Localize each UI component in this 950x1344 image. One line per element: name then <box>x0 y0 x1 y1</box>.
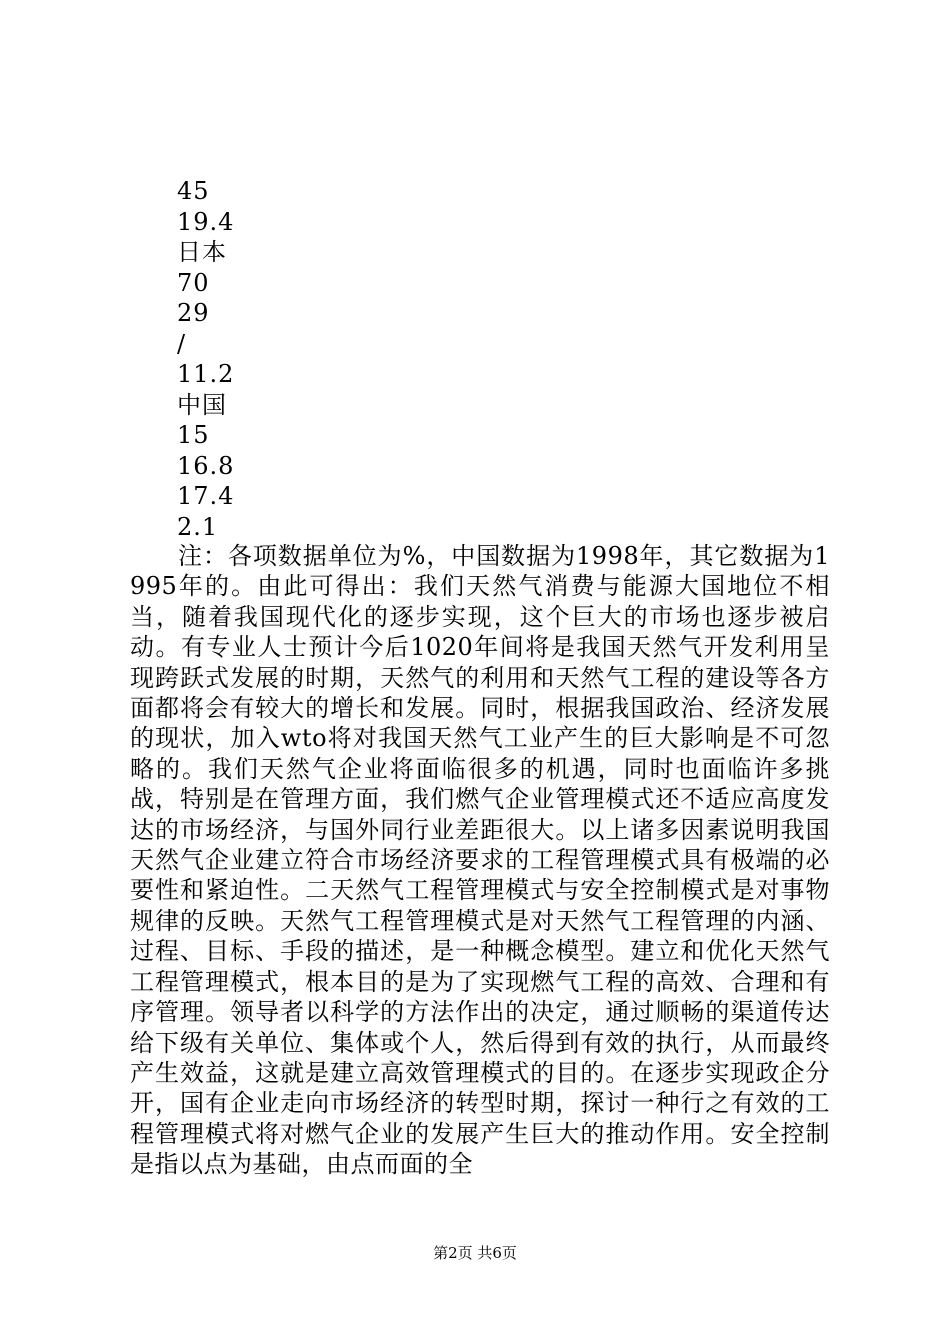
body-paragraph: 注：各项数据单位为%，中国数据为1998年，其它数据为1995年的。由此可得出：我们天然气消费与能源大国地位不相当，随着我国现代化的逐步实现，这个巨大的市场也逐步被启动。有专业人士预计今后1020年间将是我国天然气开发利用呈现跨跃式发展的时期，天然气的利用和天然气工程的建设等各方面都将会有较大的增长和发展。同时，根据我国政治、经济发展的现状，加入wto将对我国天然气工业产生的巨大影响是不可忽略的。我们天然气企业将面临很多的机遇，同时也面临许多挑战，特别是在管理方面，我们燃气企业管理模式还不适应高度发达的市场经济，与国外同行业差距很大。以上诸多因素说明我国天然气企业建立符合市场经济要求的工程管理模式具有极端的必要性和紧迫性。二天然气工程管理模式与安全控制模式是对事物规律的反映。天然气工程管理模式是对天然气工程管理的内涵、过程、目标、手段的描述，是一种概念模型。建立和优化天然气工程管理模式，根本目的是为了实现燃气工程的高效、合理和有序管理。领导者以科学的方法作出的决定，通过顺畅的渠道传达给下级有关单位、集体或个人，然后得到有效的执行，从而最终产生效益，这就是建立高效管理模式的目的。在逐步实现政企分开，国有企业走向市场经济的转型时期，探讨一种行之有效的工程管理模式将对燃气企业的发展产生巨大的推动作用。安全控制是指以点为基础，由点而面的全 <box>130 542 830 1179</box>
list-item: 2.1 <box>177 512 219 541</box>
list-item: 15 <box>177 421 210 449</box>
list-item: 29 <box>177 299 210 327</box>
list-item: 17.4 <box>177 482 235 510</box>
page-footer: 第2页 共6页 <box>433 1244 517 1262</box>
list-item: 中国 <box>177 390 227 419</box>
list-item: 日本 <box>177 238 227 266</box>
list-item: 19.4 <box>177 207 235 236</box>
list-item: 16.8 <box>177 451 235 480</box>
list-item: 45 <box>177 177 210 205</box>
list-item: 11.2 <box>177 360 235 388</box>
list-item: / <box>177 329 187 358</box>
list-item: 70 <box>177 268 210 297</box>
data-value-list <box>177 176 234 542</box>
